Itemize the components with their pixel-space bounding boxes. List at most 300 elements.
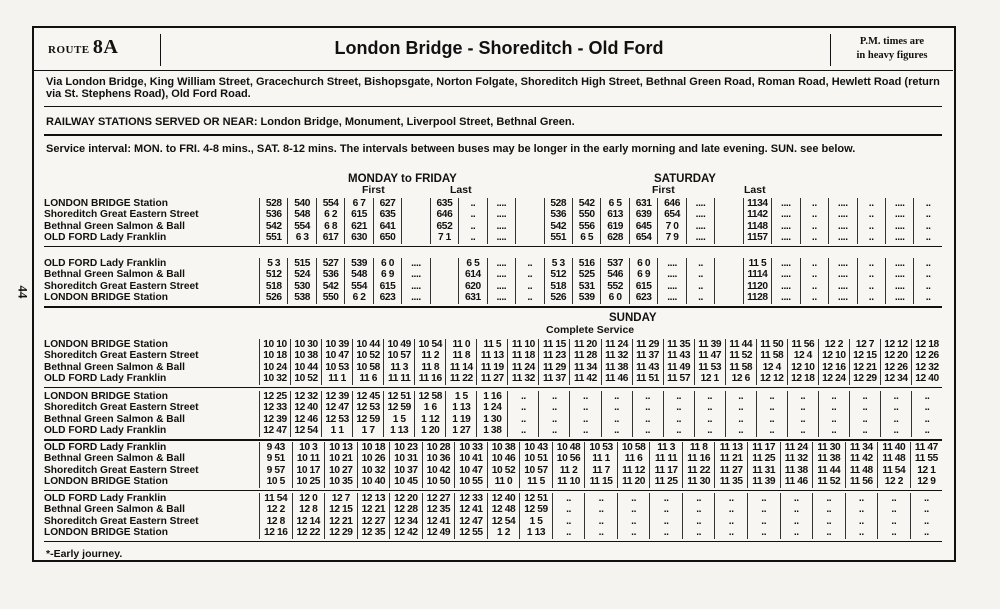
- time-cell: 11 27: [476, 373, 507, 384]
- time-cell: ..: [913, 269, 941, 280]
- time-cell: 11 32: [780, 453, 813, 464]
- time-cell: 635: [430, 198, 458, 209]
- time-cell: 10 56: [552, 453, 585, 464]
- time-cell: 1157: [743, 232, 771, 243]
- time-cell: 12 6: [725, 373, 756, 384]
- divider: [44, 439, 942, 441]
- time-cell: 12 58: [414, 391, 445, 402]
- time-cell: 6 5: [600, 198, 628, 209]
- time-cell: 11 47: [694, 350, 725, 361]
- time-cell: 1142: [743, 209, 771, 220]
- time-cell: 12 40: [487, 493, 520, 504]
- page-number: 44: [15, 285, 31, 299]
- time-cell: ....: [657, 258, 685, 269]
- time-cell: 12 27: [422, 493, 455, 504]
- time-cell: 542: [259, 221, 287, 232]
- time-cell: 617: [316, 232, 344, 243]
- time-cell: ..: [584, 527, 617, 538]
- time-cell: 12 21: [324, 516, 357, 527]
- time-cell: 524: [287, 269, 315, 280]
- stop-name: Shoreditch Great Eastern Street: [44, 515, 199, 527]
- time-cell: 12 55: [454, 527, 487, 538]
- time-cell: ..: [756, 402, 787, 413]
- time-cell: 6 0: [600, 292, 628, 303]
- time-cell: 11 51: [632, 373, 663, 384]
- time-cell: 10 52: [352, 350, 383, 361]
- time-cell: ....: [828, 258, 856, 269]
- time-cell: 516: [572, 258, 600, 269]
- time-cell: 11 2: [414, 350, 445, 361]
- time-cell: ..: [812, 527, 845, 538]
- time-cell: 12 4: [787, 350, 818, 361]
- time-cell: ....: [828, 198, 856, 209]
- table-row: [259, 339, 942, 350]
- time-cell: ..: [515, 258, 543, 269]
- time-cell: ..: [747, 516, 780, 527]
- time-cell: 613: [600, 209, 628, 220]
- time-cell: 1120: [743, 281, 771, 292]
- time-cell: 10 13: [324, 442, 357, 453]
- stop-name: Bethnal Green Salmon & Ball: [44, 269, 185, 281]
- time-cell: 1 7: [352, 425, 383, 436]
- time-cell: ..: [880, 425, 911, 436]
- time-cell: ..: [515, 281, 543, 292]
- table-row: [259, 476, 942, 487]
- time-cell: 1128: [743, 292, 771, 303]
- table-row: [259, 350, 942, 361]
- table-row: [259, 281, 942, 292]
- stops-inbound: [44, 493, 254, 539]
- time-cell: 526: [259, 292, 287, 303]
- time-cell: ..: [849, 414, 880, 425]
- time-cell: ..: [800, 232, 828, 243]
- time-cell: 10 36: [422, 453, 455, 464]
- time-cell: 12 25: [259, 391, 290, 402]
- time-cell: 11 53: [694, 362, 725, 373]
- time-cell: ..: [663, 391, 694, 402]
- time-cell: ..: [911, 425, 942, 436]
- time-cell: 11 3: [383, 362, 414, 373]
- time-cell: 11 35: [663, 339, 694, 350]
- route-label: [48, 36, 118, 59]
- time-cell: 11 17: [747, 442, 780, 453]
- table-row: [259, 465, 942, 476]
- time-cell: 11 48: [845, 465, 878, 476]
- time-cell: 12 39: [321, 391, 352, 402]
- time-cell: ..: [601, 425, 632, 436]
- time-cell: 536: [259, 209, 287, 220]
- time-cell: 654: [657, 209, 685, 220]
- time-cell: 12 8: [292, 504, 325, 515]
- time-cell: ..: [910, 493, 943, 504]
- time-cell: ....: [885, 198, 913, 209]
- stop-name: Bethnal Green Salmon & Ball: [44, 504, 185, 516]
- time-cell: 11 24: [507, 362, 538, 373]
- time-cell: 12 53: [352, 402, 383, 413]
- time-cell: 1 30: [476, 414, 507, 425]
- time-cell: 1 27: [445, 425, 476, 436]
- time-cell: ..: [569, 425, 600, 436]
- pm-note-line1: P.M. times are: [859, 36, 925, 47]
- time-cell: ..: [663, 414, 694, 425]
- time-cell: 11 56: [845, 476, 878, 487]
- time-cell: 540: [287, 198, 315, 209]
- time-cell: ..: [911, 402, 942, 413]
- time-cell: 6 7: [344, 198, 372, 209]
- time-cell: ..: [787, 391, 818, 402]
- time-cell: 556: [572, 221, 600, 232]
- time-cell: 542: [544, 221, 572, 232]
- time-cell: ..: [617, 504, 650, 515]
- time-cell: ..: [911, 391, 942, 402]
- sunday-outbound-grid-1: [259, 339, 942, 385]
- time-cell: 12 51: [519, 493, 552, 504]
- time-cell: 631: [629, 198, 657, 209]
- time-cell: ..: [458, 198, 486, 209]
- time-cell: ..: [800, 292, 828, 303]
- time-cell: ..: [910, 516, 943, 527]
- table-row: [259, 258, 942, 269]
- time-cell: ..: [910, 527, 943, 538]
- time-cell: 10 52: [290, 373, 321, 384]
- time-cell: 12 7: [849, 339, 880, 350]
- time-cell: ..: [857, 209, 885, 220]
- time-cell: [515, 209, 543, 220]
- time-cell: 11 38: [601, 362, 632, 373]
- time-cell: ..: [714, 504, 747, 515]
- time-cell: 12 46: [290, 414, 321, 425]
- time-cell: 12 33: [259, 402, 290, 413]
- mon-fri-first: First: [362, 184, 385, 196]
- mon-fri-heading: MONDAY to FRIDAY: [348, 173, 457, 185]
- time-cell: 12 47: [259, 425, 290, 436]
- table-row: [259, 504, 942, 515]
- time-cell: 11 22: [682, 465, 715, 476]
- time-cell: ..: [649, 516, 682, 527]
- time-cell: 1 38: [476, 425, 507, 436]
- table-row: [259, 232, 942, 243]
- time-cell: 10 11: [292, 453, 325, 464]
- time-cell: ..: [857, 198, 885, 209]
- time-cell: [430, 292, 458, 303]
- time-cell: 12 51: [383, 391, 414, 402]
- time-cell: 11 52: [725, 350, 756, 361]
- time-cell: ..: [649, 493, 682, 504]
- time-cell: ....: [686, 221, 714, 232]
- time-cell: 646: [657, 198, 685, 209]
- time-cell: 10 47: [454, 465, 487, 476]
- time-cell: 11 42: [845, 453, 878, 464]
- saturday-heading: SATURDAY: [654, 173, 716, 185]
- time-cell: 10 27: [324, 465, 357, 476]
- table-row: [259, 527, 942, 538]
- time-cell: ....: [828, 221, 856, 232]
- time-cell: 536: [544, 209, 572, 220]
- time-cell: 10 58: [352, 362, 383, 373]
- time-cell: ..: [515, 292, 543, 303]
- time-cell: 11 23: [538, 350, 569, 361]
- time-cell: 1114: [743, 269, 771, 280]
- time-cell: 12 34: [389, 516, 422, 527]
- time-cell: ..: [714, 493, 747, 504]
- time-cell: ....: [487, 198, 515, 209]
- time-cell: 515: [287, 258, 315, 269]
- time-cell: ..: [877, 527, 910, 538]
- time-cell: 11 2: [552, 465, 585, 476]
- time-cell: 10 3: [292, 442, 325, 453]
- time-cell: ..: [458, 221, 486, 232]
- time-cell: 6 9: [629, 269, 657, 280]
- time-cell: [430, 281, 458, 292]
- time-cell: 12 12: [756, 373, 787, 384]
- time-cell: ..: [880, 391, 911, 402]
- time-cell: ..: [584, 493, 617, 504]
- table-row: [259, 221, 942, 232]
- time-cell: 12 10: [818, 350, 849, 361]
- time-cell: [714, 258, 742, 269]
- time-cell: 1148: [743, 221, 771, 232]
- time-cell: 530: [287, 281, 315, 292]
- time-cell: 11 11: [649, 453, 682, 464]
- time-cell: ..: [686, 269, 714, 280]
- stop-name: LONDON BRIDGE Station: [44, 339, 168, 350]
- time-cell: 630: [344, 232, 372, 243]
- time-cell: 11 0: [487, 476, 520, 487]
- time-cell: 10 43: [519, 442, 552, 453]
- time-cell: ..: [682, 493, 715, 504]
- time-cell: ..: [812, 493, 845, 504]
- time-cell: 11 29: [538, 362, 569, 373]
- time-cell: 1 24: [476, 402, 507, 413]
- time-cell: ..: [507, 425, 538, 436]
- time-cell: ..: [507, 402, 538, 413]
- time-cell: 11 17: [649, 465, 682, 476]
- time-cell: 11 46: [601, 373, 632, 384]
- time-cell: ..: [747, 504, 780, 515]
- time-cell: 10 32: [357, 465, 390, 476]
- time-cell: 11 39: [747, 476, 780, 487]
- time-cell: ....: [828, 209, 856, 220]
- time-cell: 11 15: [538, 339, 569, 350]
- time-cell: 1 5: [383, 414, 414, 425]
- time-cell: 12 35: [357, 527, 390, 538]
- time-cell: ..: [849, 402, 880, 413]
- time-cell: 621: [344, 221, 372, 232]
- saturday-first: First: [652, 184, 675, 196]
- time-cell: 10 32: [259, 373, 290, 384]
- time-cell: ..: [601, 414, 632, 425]
- time-cell: 5 3: [259, 258, 287, 269]
- via-text: Via London Bridge, King William Street, Gracechurch Street, Bishopsgate, Norton Folgate, Shoreditch High Street, Bethnal Green Road, Roman Road, Hewlett Road (return via St. Stephens Road), Old Ford Road.: [46, 76, 940, 100]
- time-cell: 11 5: [743, 258, 771, 269]
- time-cell: 538: [287, 292, 315, 303]
- time-cell: ..: [694, 414, 725, 425]
- time-cell: ..: [601, 391, 632, 402]
- divider: [160, 34, 161, 66]
- time-cell: ....: [401, 269, 429, 280]
- time-cell: ..: [913, 221, 941, 232]
- time-cell: ..: [756, 425, 787, 436]
- time-cell: 12 59: [352, 414, 383, 425]
- time-cell: 11 27: [714, 465, 747, 476]
- time-cell: 11 28: [569, 350, 600, 361]
- divider: [44, 306, 942, 308]
- time-cell: [515, 198, 543, 209]
- divider: [44, 246, 942, 247]
- sunday-heading: SUNDAY: [609, 312, 657, 324]
- time-cell: 11 7: [584, 465, 617, 476]
- time-cell: 615: [373, 281, 401, 292]
- time-cell: ..: [694, 425, 725, 436]
- weekday-outbound-grid: [259, 198, 942, 244]
- stop-name: OLD FORD Lady Franklin: [44, 425, 167, 437]
- time-cell: 551: [544, 232, 572, 243]
- time-cell: ..: [569, 414, 600, 425]
- time-cell: 10 50: [422, 476, 455, 487]
- time-cell: 11 54: [877, 465, 910, 476]
- time-cell: ....: [771, 292, 799, 303]
- time-cell: ....: [771, 258, 799, 269]
- time-cell: 10 39: [321, 339, 352, 350]
- time-cell: 10 21: [324, 453, 357, 464]
- time-cell: ..: [800, 269, 828, 280]
- time-cell: 12 59: [383, 402, 414, 413]
- time-cell: 11 32: [601, 350, 632, 361]
- time-cell: 10 48: [552, 442, 585, 453]
- time-cell: ....: [771, 281, 799, 292]
- table-row: [259, 402, 942, 413]
- time-cell: ..: [857, 221, 885, 232]
- time-cell: ....: [487, 258, 515, 269]
- time-cell: ..: [877, 493, 910, 504]
- time-cell: 12 13: [357, 493, 390, 504]
- time-cell: ..: [632, 391, 663, 402]
- time-cell: 554: [344, 281, 372, 292]
- stop-name: OLD FORD Lady Franklin: [44, 258, 167, 269]
- time-cell: ..: [780, 527, 813, 538]
- table-row: [259, 425, 942, 436]
- time-cell: 1134: [743, 198, 771, 209]
- time-cell: ..: [725, 425, 756, 436]
- time-cell: 11 50: [756, 339, 787, 350]
- time-cell: 12 2: [259, 504, 292, 515]
- time-cell: 12 22: [292, 527, 325, 538]
- stop-name: Bethnal Green Salmon & Ball: [44, 361, 185, 373]
- time-cell: ..: [780, 516, 813, 527]
- time-cell: ..: [780, 493, 813, 504]
- time-cell: 11 40: [877, 442, 910, 453]
- time-cell: 10 49: [383, 339, 414, 350]
- mon-fri-last: Last: [450, 184, 472, 196]
- time-cell: 518: [544, 281, 572, 292]
- time-cell: 12 53: [321, 414, 352, 425]
- time-cell: ..: [617, 527, 650, 538]
- time-cell: 12 12: [880, 339, 911, 350]
- stop-name: Shoreditch Great Eastern Street: [44, 209, 199, 221]
- time-cell: 11 20: [617, 476, 650, 487]
- time-cell: 619: [600, 221, 628, 232]
- time-cell: 548: [344, 269, 372, 280]
- time-cell: 9 51: [259, 453, 292, 464]
- time-cell: 11 31: [747, 465, 780, 476]
- time-cell: 518: [259, 281, 287, 292]
- time-cell: ..: [538, 414, 569, 425]
- time-cell: ....: [487, 281, 515, 292]
- time-cell: 12 14: [292, 516, 325, 527]
- time-cell: 9 57: [259, 465, 292, 476]
- time-cell: 12 48: [487, 504, 520, 515]
- time-cell: 11 38: [812, 453, 845, 464]
- time-cell: 11 20: [569, 339, 600, 350]
- time-cell: 1 13: [445, 402, 476, 413]
- time-cell: 12 20: [389, 493, 422, 504]
- time-cell: ..: [663, 402, 694, 413]
- time-cell: 1 13: [383, 425, 414, 436]
- table-row: [259, 453, 942, 464]
- table-row: [259, 362, 942, 373]
- time-cell: 550: [572, 209, 600, 220]
- time-cell: ....: [885, 269, 913, 280]
- time-cell: 11 43: [632, 362, 663, 373]
- time-cell: ..: [552, 516, 585, 527]
- time-cell: ....: [657, 292, 685, 303]
- time-cell: 12 26: [880, 362, 911, 373]
- time-cell: [714, 232, 742, 243]
- time-cell: 537: [600, 258, 628, 269]
- time-cell: 10 38: [487, 442, 520, 453]
- time-cell: ....: [657, 269, 685, 280]
- timetable-header: [34, 28, 953, 71]
- time-cell: 11 48: [877, 453, 910, 464]
- time-cell: 12 54: [487, 516, 520, 527]
- stop-name: OLD FORD Lady Franklin: [44, 442, 167, 453]
- time-cell: 7 9: [657, 232, 685, 243]
- time-cell: 11 18: [507, 350, 538, 361]
- time-cell: 11 34: [845, 442, 878, 453]
- time-cell: ..: [694, 402, 725, 413]
- table-row: [259, 493, 942, 504]
- time-cell: 11 12: [617, 465, 650, 476]
- sunday-outbound-grid-2: [259, 391, 942, 437]
- table-row: [259, 373, 942, 384]
- time-cell: 11 55: [910, 453, 943, 464]
- stop-name: LONDON BRIDGE Station: [44, 527, 168, 539]
- time-cell: 11 13: [476, 350, 507, 361]
- time-cell: ....: [401, 258, 429, 269]
- time-cell: 12 41: [422, 516, 455, 527]
- time-cell: 6 8: [316, 221, 344, 232]
- time-cell: 527: [316, 258, 344, 269]
- time-cell: [714, 269, 742, 280]
- time-cell: 11 13: [714, 442, 747, 453]
- time-cell: ..: [800, 198, 828, 209]
- time-cell: ....: [885, 232, 913, 243]
- time-cell: 614: [458, 269, 486, 280]
- time-cell: ..: [857, 258, 885, 269]
- time-cell: 12 1: [910, 465, 943, 476]
- time-cell: 11 3: [649, 442, 682, 453]
- time-cell: 10 46: [487, 453, 520, 464]
- time-cell: 539: [572, 292, 600, 303]
- time-cell: 11 58: [756, 350, 787, 361]
- time-cell: [430, 269, 458, 280]
- time-cell: 512: [259, 269, 287, 280]
- time-cell: 10 58: [617, 442, 650, 453]
- time-cell: 11 37: [538, 373, 569, 384]
- time-cell: 1 6: [414, 402, 445, 413]
- stop-name: LONDON BRIDGE Station: [44, 198, 168, 209]
- time-cell: 11 25: [747, 453, 780, 464]
